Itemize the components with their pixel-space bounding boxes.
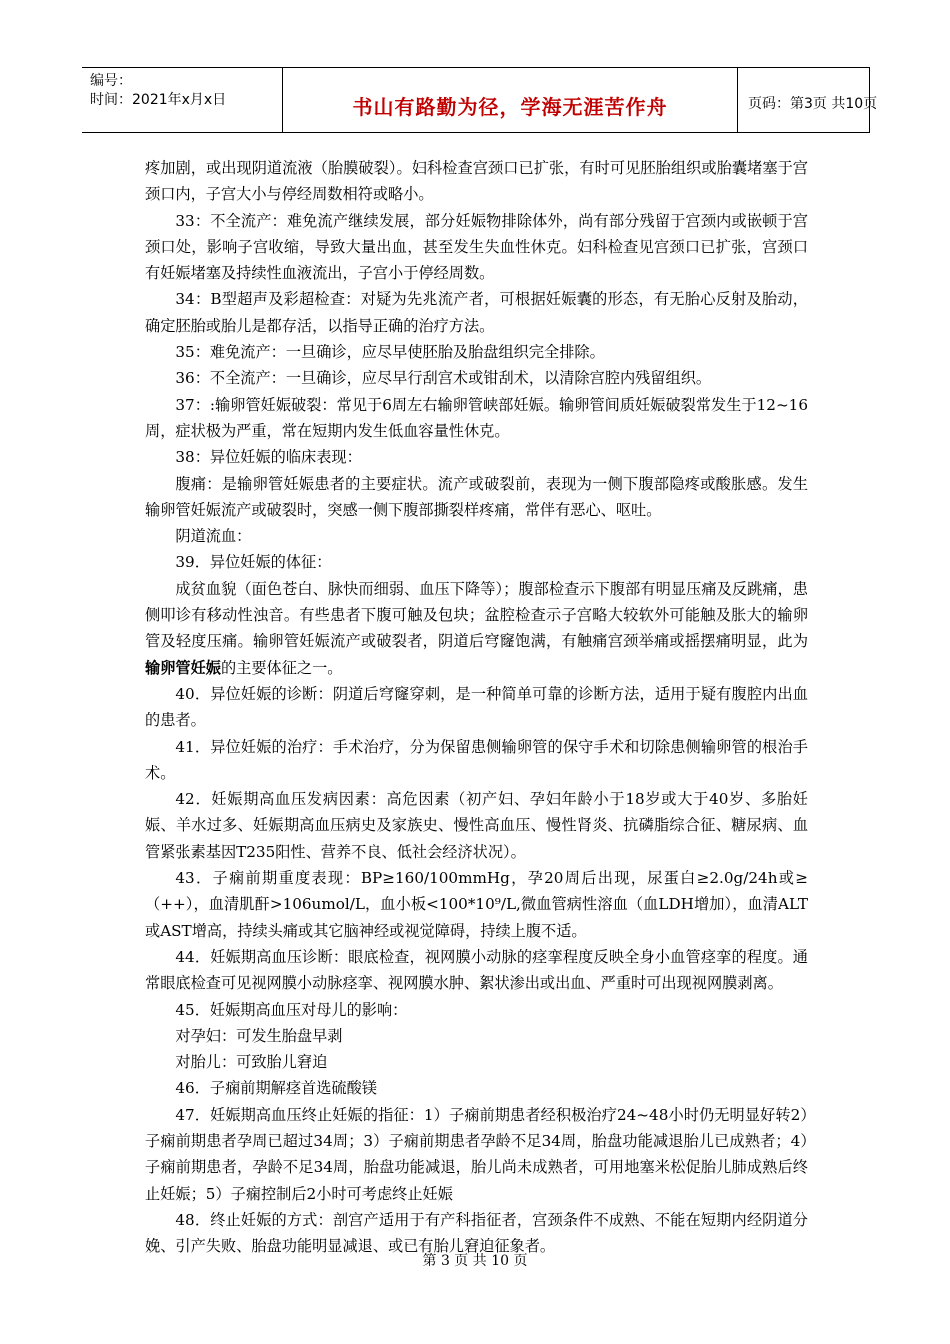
paragraph: 38：异位妊娠的临床表现： (175, 448, 362, 467)
paragraph: 对胎儿：可致胎儿窘迫 (175, 1053, 328, 1072)
document-body (145, 155, 808, 1259)
page-header (82, 67, 878, 133)
paragraph: 33：不全流产：难免流产继续发展，部分妊娠物排除体外，尚有部分残留于宫颈内或嵌顿于宫颈口处，影响子宫收缩，导致大量出血，甚至发生失血性休克。妇科检查见宫颈口已扩张，宫颈口有妊娠堵塞及持续性血液流出，子宫小于停经周数。 (145, 211, 808, 283)
paragraph: 44．妊娠期高血压诊断：眼底检查，视网膜小动脉的痉挛程度反映全身小血管痉挛的程度。通常眼底检查可见视网膜小动脉痉挛、视网膜水肿、絮状渗出或出血、严重时可出现视网膜剥离。 (145, 947, 808, 993)
paragraph: 36：不全流产：一旦确诊，应尽早行刮宫术或钳刮术，以清除宫腔内残留组织。 (175, 369, 712, 388)
paragraph: 34：B型超声及彩超检查：对疑为先兆流产者，可根据妊娠囊的形态，有无胎心反射及胎动，确定胚胎或胎儿是都存活，以指导正确的治疗方法。 (145, 290, 808, 335)
paragraph: 48．终止妊娠的方式：剖宫产适用于有产科指征者，宫颈条件不成熟、不能在短期内经阴道分娩、引产失败、胎盘功能明显减退、或已有胎儿窘迫征象者。 (145, 1210, 808, 1256)
paragraph: 40．异位妊娠的诊断：阴道后穹窿穿刺，是一种简单可靠的诊断方法，适用于疑有腹腔内出血的患者。 (145, 684, 808, 730)
paragraph: 42．妊娠期高血压发病因素：高危因素（初产妇、孕妇年龄小于18岁或大于40岁、多胎妊娠、羊水过多、妊娠期高血压病史及家族史、慢性高血压、慢性肾炎、抗磷脂综合征、糖尿病、血管紧张素基因T235阳性、营养不良、低社会经济状况）。 (145, 790, 808, 861)
serial-number-label: 编号： (90, 73, 132, 89)
paragraph: 37：:输卵管妊娠破裂：常见于6周左右输卵管峡部妊娠。输卵管间质妊娠破裂常发生于12~16周，症状极为严重，常在短期内发生低血容量性休克。 (145, 395, 808, 440)
paragraph: 46．子痫前期解痉首选硫酸镁 (175, 1079, 377, 1098)
header-meta-cell (82, 67, 282, 133)
header-page-cell (737, 67, 878, 133)
paragraph (145, 576, 808, 681)
paragraph: 35：难免流产：一旦确诊，应尽早使胚胎及胎盘组织完全排除。 (175, 343, 605, 362)
paragraph: 疼加剧，或出现阴道流液（胎膜破裂）。妇科检查宫颈口已扩张，有时可见胚胎组织或胎囊堵塞于宫颈口内，子宫大小与停经周数相符或略小。 (145, 159, 808, 204)
paragraph: 39．异位妊娠的体征： (175, 553, 332, 572)
paragraph: 对孕妇：可发生胎盘早剥 (175, 1026, 343, 1045)
date-label: 时间：2021年x月x日 (90, 92, 227, 108)
paragraph: 45．妊娠期高血压对母儿的影响： (175, 1000, 408, 1019)
paragraph-text: 成贫血貌（面色苍白、脉快而细弱、血压下降等）；腹部检查示下腹部有明显压痛及反跳痛，患侧叩诊有移动性浊音。有些患者下腹可触及包块；盆腔检查示子宫略大较软外可能触及胀大的输卵管及轻度压痛。输卵管妊娠流产或破裂者，阴道后穹窿饱满，有触痛宫颈举痛或摇摆痛明显，此为 (145, 579, 808, 651)
paragraph: 腹痛：是输卵管妊娠患者的主要症状。流产或破裂前，表现为一侧下腹部隐疼或酸胀感。发生输卵管妊娠流产或破裂时，突感一侧下腹部撕裂样疼痛，常伴有恶心、呕吐。 (145, 474, 808, 519)
paragraph: 43．子痫前期重度表现：BP≥160/100mmHg，孕20周后出现，尿蛋白≥2.0g/24h或≥（++），血清肌酐>106umol/L，血小板<100*10⁹/L,微血管病性溶血（血LDH增加），血清ALT或AST增高，持续头痛或其它脑神经或视觉障碍，持续上腹不适。 (145, 869, 808, 940)
paragraph-tail: 的主要体征之一。 (220, 658, 343, 677)
motto-text: 书山有路勤为径，学海无涯苦作舟 (352, 95, 668, 119)
paragraph: 47．妊娠期高血压终止妊娠的指征：1）子痫前期患者经积极治疗24~48小时仍无明显好转2）子痫前期患者孕周已超过34周；3）子痫前期患者孕龄不足34周，胎盘功能减退胎儿已成熟者；4）子痫前期患者，孕龄不足34周，胎盘功能减退，胎儿尚未成熟者，可用地塞米松促胎儿肺成熟后终止妊娠；5）子痫控制后2小时可考虑终止妊娠 (145, 1105, 808, 1203)
paragraph: 41．异位妊娠的治疗：手术治疗，分为保留患侧输卵管的保守手术和切除患侧输卵管的根治手术。 (145, 737, 808, 782)
page-footer: 第 3 页 共 10 页 (422, 1253, 528, 1269)
bold-term: 输卵管妊娠 (145, 658, 221, 677)
header-page-number: 页码：第3页 共10页 (748, 96, 878, 112)
header-motto-cell (282, 67, 737, 133)
paragraph: 阴道流血： (175, 527, 252, 546)
